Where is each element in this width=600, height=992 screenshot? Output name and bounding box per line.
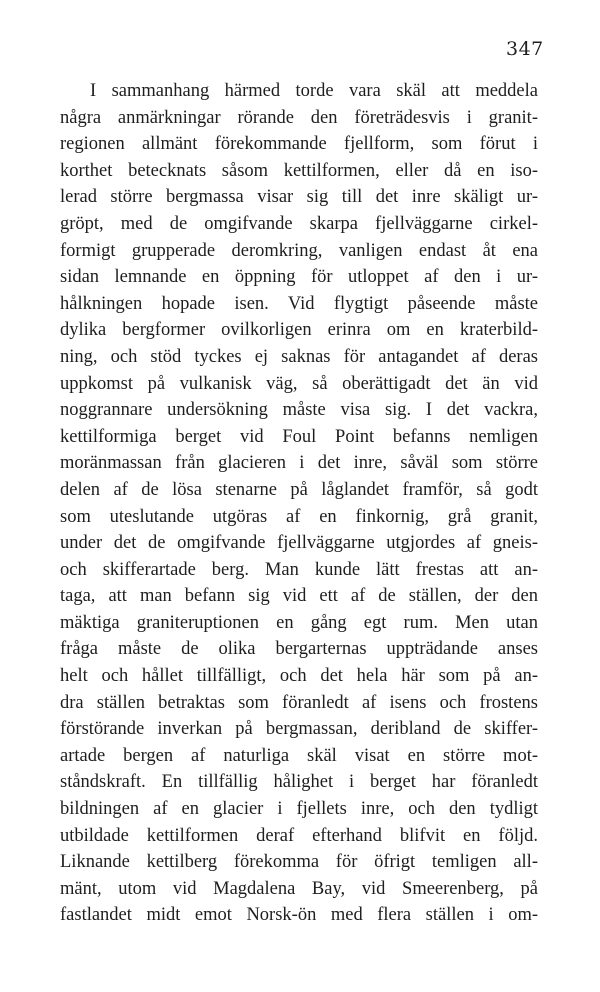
text-line: delen af de lösa stenarne på låglandet framför, så godt — [60, 479, 538, 500]
text-line: artade bergen af naturliga skäl visat en större mot- — [60, 745, 538, 766]
page-number: 347 — [506, 38, 544, 60]
text-line: under det de omgifvande fjellväggarne utgjordes af gneis- — [60, 533, 538, 554]
text-line: utbildade kettilformen deraf efterhand blifvit en följd. — [60, 825, 538, 846]
text-line: sidan lemnande en öppning för utloppet af den i ur- — [60, 267, 538, 288]
text-line: hålkningen hopade isen. Vid flygtigt påseende måste — [60, 293, 538, 314]
text-line: moränmassan från glacieren i det inre, såväl som större — [60, 453, 538, 474]
text-line: formigt grupperade deromkring, vanligen endast åt ena — [60, 240, 538, 261]
text-line: dylika bergformer ovilkorligen erinra om en kraterbild- — [60, 320, 538, 341]
text-line: lerad större bergmassa visar sig till det inre skäligt ur- — [60, 187, 538, 208]
text-line: som uteslutande utgöras af en finkornig, grå granit, — [60, 506, 538, 527]
body-text — [60, 78, 538, 929]
text-line: förstörande inverkan på bergmassan, deribland de skiffer- — [60, 719, 538, 740]
text-line: korthet betecknats såsom kettilformen, eller då en iso- — [60, 160, 538, 181]
text-line: regionen allmänt förekommande fjellform, som förut i — [60, 134, 538, 155]
text-line: fråga måste de olika bergarternas uppträdande anses — [60, 639, 538, 660]
text-line: helt och hållet tillfälligt, och det hela här som på an- — [60, 666, 538, 687]
text-line: noggrannare undersökning måste visa sig. I det vackra, — [60, 400, 538, 421]
text-line: taga, att man befann sig vid ett af de ställen, der den — [60, 586, 538, 607]
text-line: ståndskraft. En tillfällig hålighet i berget har föranledt — [60, 772, 538, 793]
text-line: Liknande kettilberg förekomma för öfrigt temligen all- — [60, 852, 538, 873]
text-line: mänt, utom vid Magdalena Bay, vid Smeerenberg, på — [60, 878, 538, 899]
text-line: kettilformiga berget vid Foul Point befanns nemligen — [60, 426, 538, 447]
text-line: ning, och stöd tyckes ej saknas för antagandet af deras — [60, 346, 538, 367]
text-line: uppkomst på vulkanisk väg, så oberättigadt det än vid — [60, 373, 538, 394]
text-line: bildningen af en glacier i fjellets inre, och den tydligt — [60, 799, 538, 820]
text-line: och skifferartade berg. Man kunde lätt frestas att an- — [60, 559, 538, 580]
text-line: gröpt, med de omgifvande skarpa fjellväggarne cirkel- — [60, 213, 538, 234]
text-line: mäktiga graniteruptionen en gång egt rum. Men utan — [60, 612, 538, 633]
text-line: I sammanhang härmed torde vara skäl att meddela — [90, 81, 538, 101]
text-line: några anmärkningar rörande den företrädesvis i granit- — [60, 107, 538, 128]
text-line: dra ställen betraktas som föranledt af isens och frostens — [60, 692, 538, 713]
text-line: fastlandet midt emot Norsk-ön med flera ställen i om- — [60, 905, 538, 926]
